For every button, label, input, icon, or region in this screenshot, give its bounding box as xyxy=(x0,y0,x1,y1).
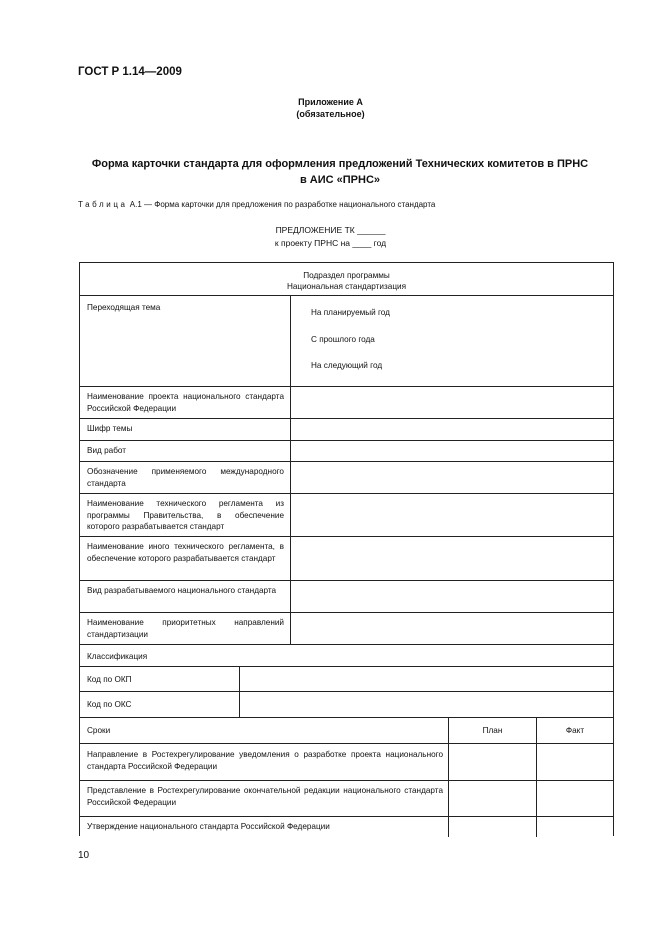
terms-label: Сроки xyxy=(87,726,111,735)
term-approval: Утверждение национального стандарта Российской Федерации xyxy=(87,822,330,831)
page-number: 10 xyxy=(78,850,90,861)
table-caption-label: Таблица xyxy=(78,200,128,209)
appendix-type: (обязательное) xyxy=(296,109,365,119)
transitional-topic-label: Переходящая тема xyxy=(87,303,161,312)
option-planned-year: На планируемый год xyxy=(311,308,390,317)
section-title-line2: в АИС «ПРНС» xyxy=(299,174,381,186)
proposal-line2: к проекту ПРНС на ____ год xyxy=(274,238,387,248)
field-government-regulation: Наименование технического регламента из программы Правительства, в обеспечение которого разрабатывается стандарт xyxy=(87,499,284,531)
table-head-line1: Подраздел программы xyxy=(303,271,390,280)
terms-fact-header: Факт xyxy=(565,726,585,735)
appendix-title: Приложение А xyxy=(298,97,363,107)
term-final-edition: Представление в Ростехрегулирование окончательной редакции национального стандарта Российской Федерации xyxy=(87,786,443,807)
field-priority-directions: Наименование приоритетных направлений стандартизации xyxy=(87,618,284,639)
table-caption-text: А.1 — Форма карточки для предложения по разработке национального стандарта xyxy=(127,200,436,209)
table-caption xyxy=(78,200,435,209)
oks-code-label: Код по ОКС xyxy=(87,700,132,709)
field-international-standard: Обозначение применяемого международного стандарта xyxy=(87,467,284,488)
terms-plan-header: План xyxy=(482,726,503,735)
option-previous-year: С прошлого года xyxy=(311,335,375,344)
proposal-line1: ПРЕДЛОЖЕНИЕ ТК ______ xyxy=(275,225,386,235)
term-notification: Направление в Ростехрегулирование уведомления о разработке проекта национального стандарта Российской Федерации xyxy=(87,750,443,771)
proposal-form-table xyxy=(79,262,614,836)
option-next-year: На следующий год xyxy=(311,361,383,370)
table-head-line2: Национальная стандартизация xyxy=(286,282,407,291)
field-standard-kind: Вид разрабатываемого национального стандарта xyxy=(87,586,277,595)
field-topic-code: Шифр темы xyxy=(87,424,133,433)
field-project-name: Наименование проекта национального стандарта Российской Федерации xyxy=(87,392,284,413)
okp-code-label: Код по ОКП xyxy=(87,675,132,684)
standard-header: ГОСТ Р 1.14—2009 xyxy=(78,66,182,78)
section-title-line1: Форма карточки стандарта для оформления предложений Технических комитетов в ПРНС xyxy=(91,158,589,170)
field-work-type: Вид работ xyxy=(87,446,127,455)
classification-label: Классификация xyxy=(87,652,148,661)
field-other-regulation: Наименование иного технического регламента, в обеспечение которого разрабатывается стандарт xyxy=(87,542,284,563)
